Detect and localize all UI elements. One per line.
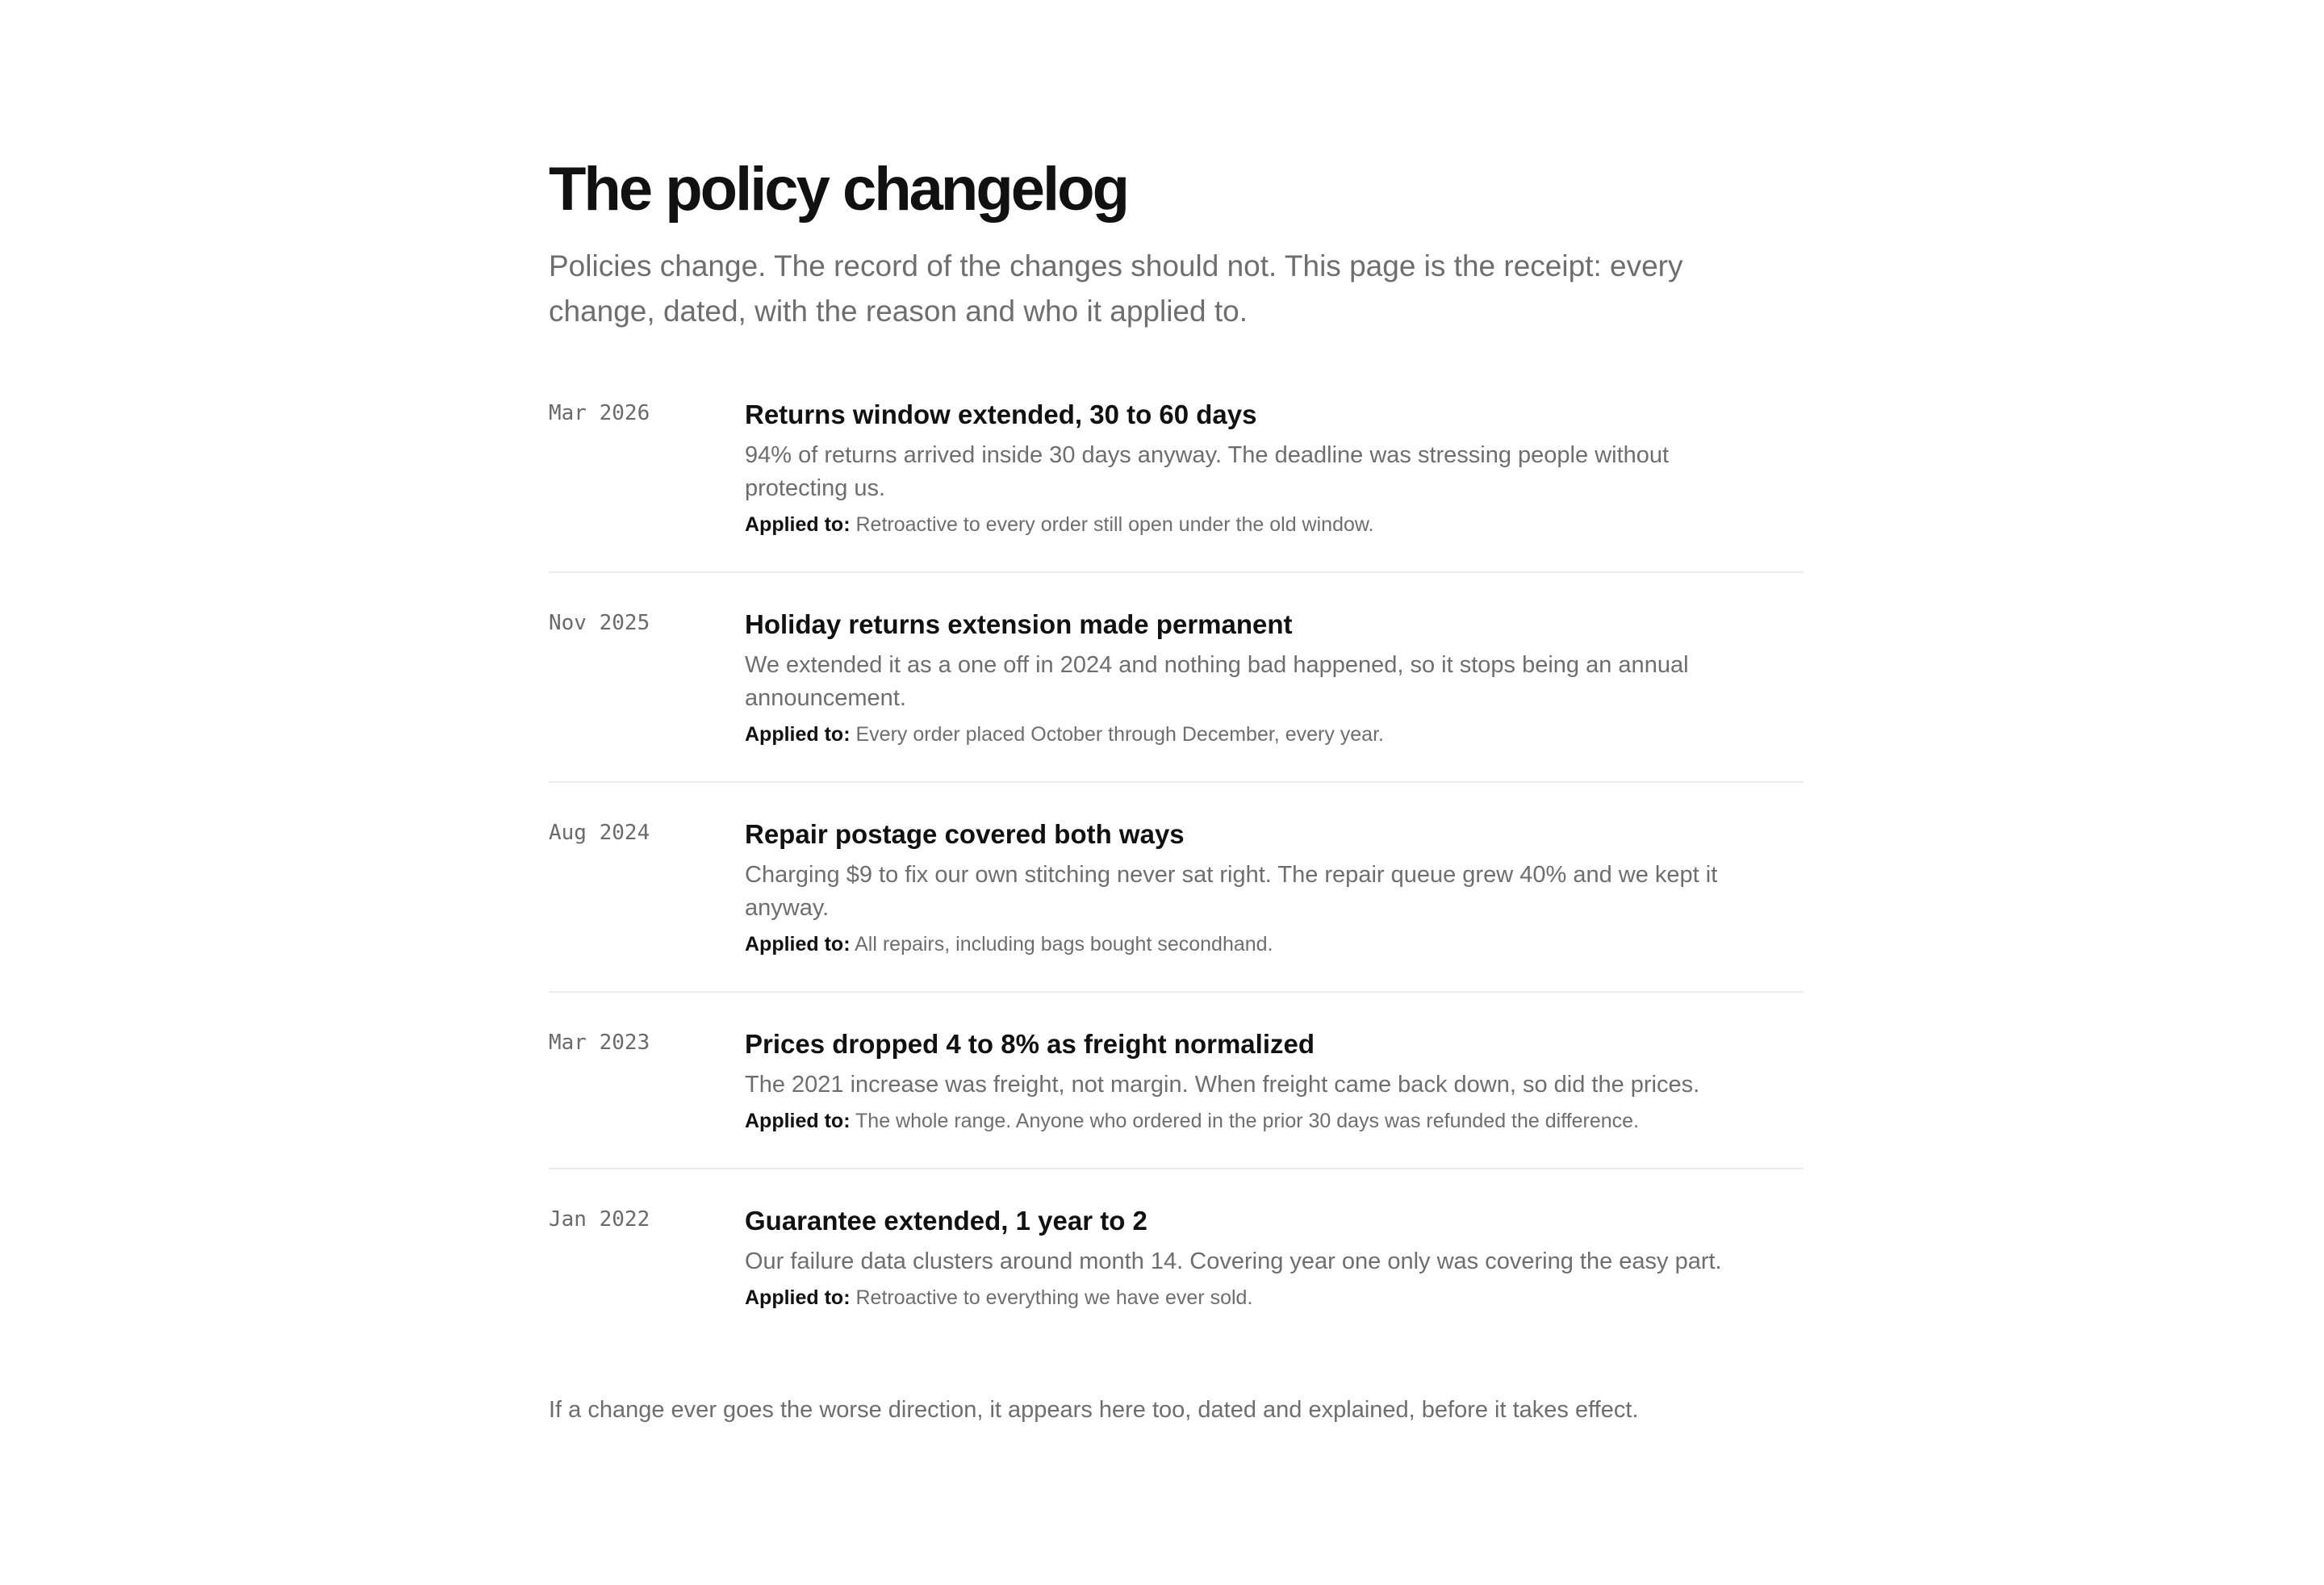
entry-body [745,1027,1770,1135]
entry-reason: We extended it as a one off in 2024 and nothing bad happened, so it stops being an annual announcement. [745,652,1689,711]
entry-date: Nov 2025 [549,611,650,635]
applied-to-label: Applied to: [745,513,851,536]
applied-to-value: Retroactive to every order still open under the old window. [855,513,1374,536]
entry-reason: The 2021 increase was freight, not margin. When freight came back down, so did the prices. [745,1072,1700,1098]
page-title: The policy changelog [549,155,1127,224]
entry-title: Holiday returns extension made permanent [745,609,1293,639]
entry-date: Mar 2023 [549,1031,650,1055]
entry-applied-to [745,1106,1770,1135]
applied-to-label: Applied to: [745,1286,851,1309]
applied-to-label: Applied to: [745,723,851,746]
entry-title: Guarantee extended, 1 year to 2 [745,1206,1147,1236]
changelog-entry [549,573,1804,783]
entry-title: Repair postage covered both ways [745,819,1185,849]
entry-body [745,607,1770,749]
page-intro: Policies change. The record of the changes should not. This page is the receipt: every change, dated, with the reason and who it applied to. [549,249,1683,328]
changelog-entry [549,386,1804,573]
entry-applied-to [745,720,1770,749]
changelog-entry [549,993,1804,1169]
applied-to-value: All repairs, including bags bought secondhand. [855,933,1273,956]
entry-applied-to [745,1283,1770,1312]
entry-reason: Charging $9 to fix our own stitching never sat right. The repair queue grew 40% and we kept it anyway. [745,862,1718,921]
entry-applied-to [745,930,1770,959]
entry-date: Mar 2026 [549,401,650,425]
applied-to-label: Applied to: [745,933,851,956]
changelog-entry [549,1169,1804,1345]
changelog-list [549,386,1804,1345]
entry-title: Prices dropped 4 to 8% as freight normalized [745,1029,1315,1059]
footer-note: If a change ever goes the worse direction, it appears here too, dated and explained, before it takes effect. [549,1397,1639,1423]
applied-to-label: Applied to: [745,1110,851,1132]
changelog-entry [549,783,1804,993]
entry-date: Jan 2022 [549,1207,650,1232]
applied-to-value: Every order placed October through December, every year. [855,723,1384,746]
entry-title: Returns window extended, 30 to 60 days [745,399,1257,429]
entry-reason: Our failure data clusters around month 14. Covering year one only was covering the easy part. [745,1248,1722,1274]
entry-body [745,817,1770,959]
entry-applied-to [745,510,1770,539]
entry-body [745,397,1770,539]
applied-to-value: Retroactive to everything we have ever sold. [855,1286,1253,1309]
changelog-page [549,153,1804,1427]
entry-body [745,1203,1770,1312]
entry-reason: 94% of returns arrived inside 30 days anyway. The deadline was stressing people without protecting us. [745,442,1670,501]
entry-date: Aug 2024 [549,821,650,845]
applied-to-value: The whole range. Anyone who ordered in the prior 30 days was refunded the difference. [855,1110,1640,1132]
